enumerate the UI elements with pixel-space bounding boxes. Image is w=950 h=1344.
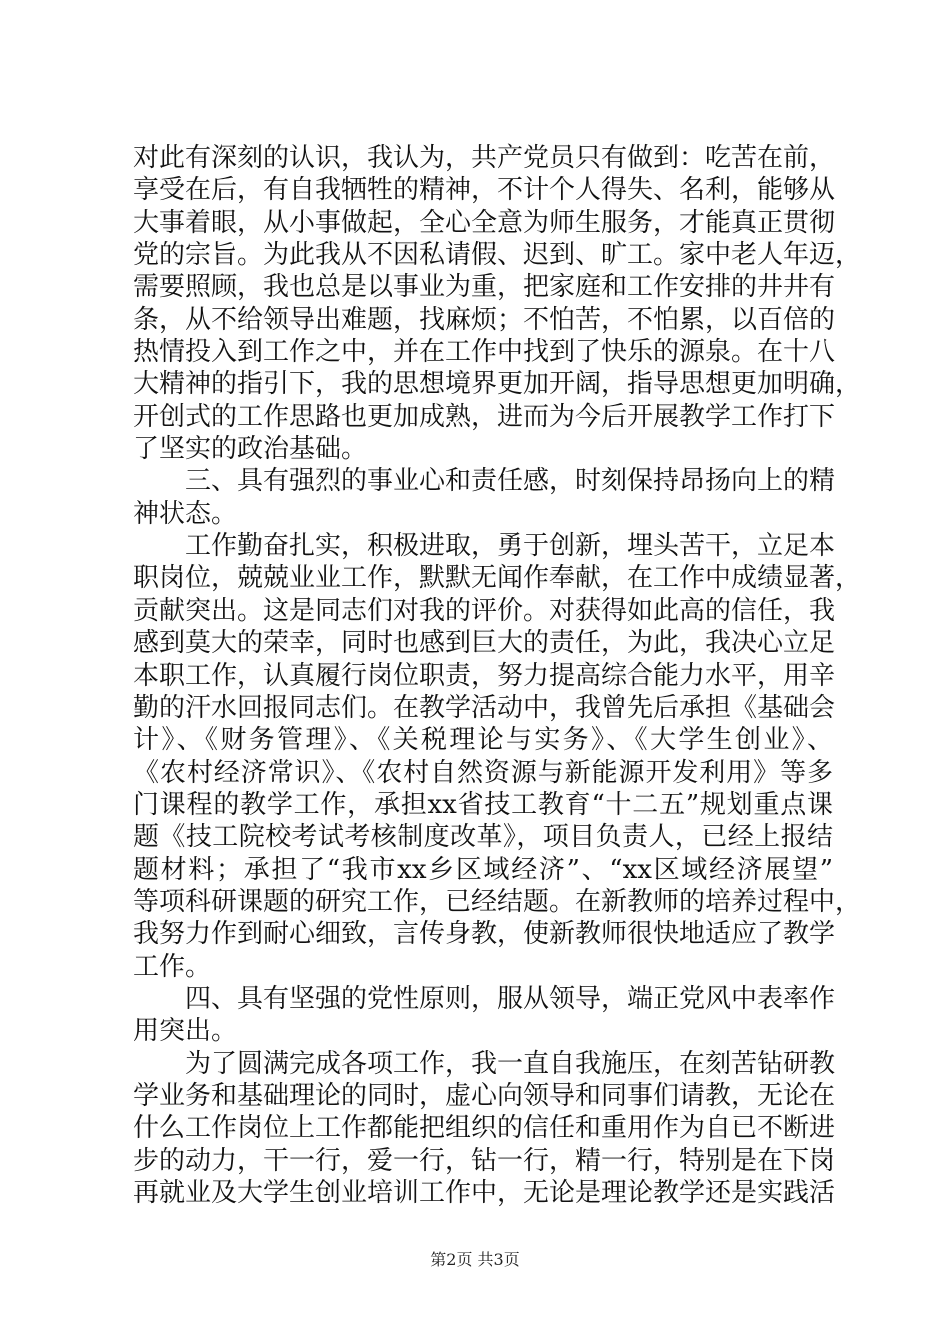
text-line: 热情投入到工作之中，并在工作中找到了快乐的源泉。在十八 (133, 337, 836, 368)
text-line: 步的动力，干一行，爱一行，钻一行，精一行，特别是在下岗 (133, 1145, 836, 1176)
text-line: 享受在后，有自我牺牲的精神，不计个人得失、名利，能够从 (133, 175, 836, 206)
page-footer: 第2页 共3页 (430, 1250, 520, 1269)
text-line: 党的宗旨。为此我从不因私请假、迟到、旷工。家中老人年迈， (133, 240, 862, 271)
text-line: 贡献突出。这是同志们对我的评价。对获得如此高的信任，我 (133, 595, 836, 626)
text-line: 需要照顾，我也总是以事业为重，把家庭和工作安排的井井有 (133, 272, 836, 303)
text-line: 题材料；承担了“我市xx乡区域经济”、“xx区域经济展望” (133, 854, 833, 885)
text-line: 大精神的指引下，我的思想境界更加开阔，指导思想更加明确， (133, 369, 862, 400)
document-body (133, 142, 862, 1209)
text-line: 学业务和基础理论的同时，虚心向领导和同事们请教，无论在 (133, 1080, 836, 1111)
text-line: 再就业及大学生创业培训工作中，无论是理论教学还是实践活 (133, 1178, 836, 1208)
text-line: 等项科研课题的研究工作，已经结题。在新教师的培养过程中， (133, 886, 862, 917)
text-line: 条，从不给领导出难题，找麻烦；不怕苦，不怕累，以百倍的 (133, 304, 836, 335)
text-line: 勤的汗水回报同志们。在教学活动中，我曾先后承担《基础会 (133, 692, 836, 723)
text-line: 工作。 (133, 951, 212, 982)
text-line: 工作勤奋扎实，积极进取，勇于创新，埋头苦干，立足本 (185, 531, 836, 562)
text-line: 用突出。 (133, 1016, 238, 1047)
text-line: 开创式的工作思路也更加成熟，进而为今后开展教学工作打下 (133, 401, 836, 432)
text-line: 门课程的教学工作，承担xx省技工教育“十二五”规划重点课 (133, 789, 833, 820)
text-line: 计》、《财务管理》、《关税理论与实务》、《大学生创业》、 (133, 725, 833, 756)
text-line: 对此有深刻的认识，我认为，共产党员只有做到：吃苦在前， (133, 143, 836, 173)
text-line: 本职工作，认真履行岗位职责，努力提高综合能力水平，用辛 (133, 660, 836, 691)
text-line: 什么工作岗位上工作都能把组织的信任和重用作为自已不断进 (133, 1113, 836, 1144)
text-line: 职岗位，兢兢业业工作，默默无闻作奉献，在工作中成绩显著， (133, 563, 862, 594)
text-line: 感到莫大的荣幸，同时也感到巨大的责任，为此，我决心立足 (133, 628, 836, 659)
text-line: 题《技工院校考试考核制度改革》，项目负责人，已经上报结 (133, 822, 833, 853)
text-line: 三、具有强烈的事业心和责任感，时刻保持昂扬向上的精 (185, 466, 836, 497)
text-line: 为了圆满完成各项工作，我一直自我施压，在刻苦钻研教 (185, 1048, 836, 1079)
text-line: 四、具有坚强的党性原则，服从领导，端正党风中表率作 (185, 983, 836, 1014)
text-line: 了坚实的政治基础。 (133, 434, 368, 465)
text-line: 大事着眼，从小事做起，全心全意为师生服务，才能真正贯彻 (133, 207, 836, 238)
text-line: 《农村经济常识》、《农村自然资源与新能源开发利用》等多 (133, 757, 833, 788)
text-line: 我努力作到耐心细致，言传身教，使新教师很快地适应了教学 (133, 919, 836, 950)
text-line: 神状态。 (133, 498, 238, 529)
